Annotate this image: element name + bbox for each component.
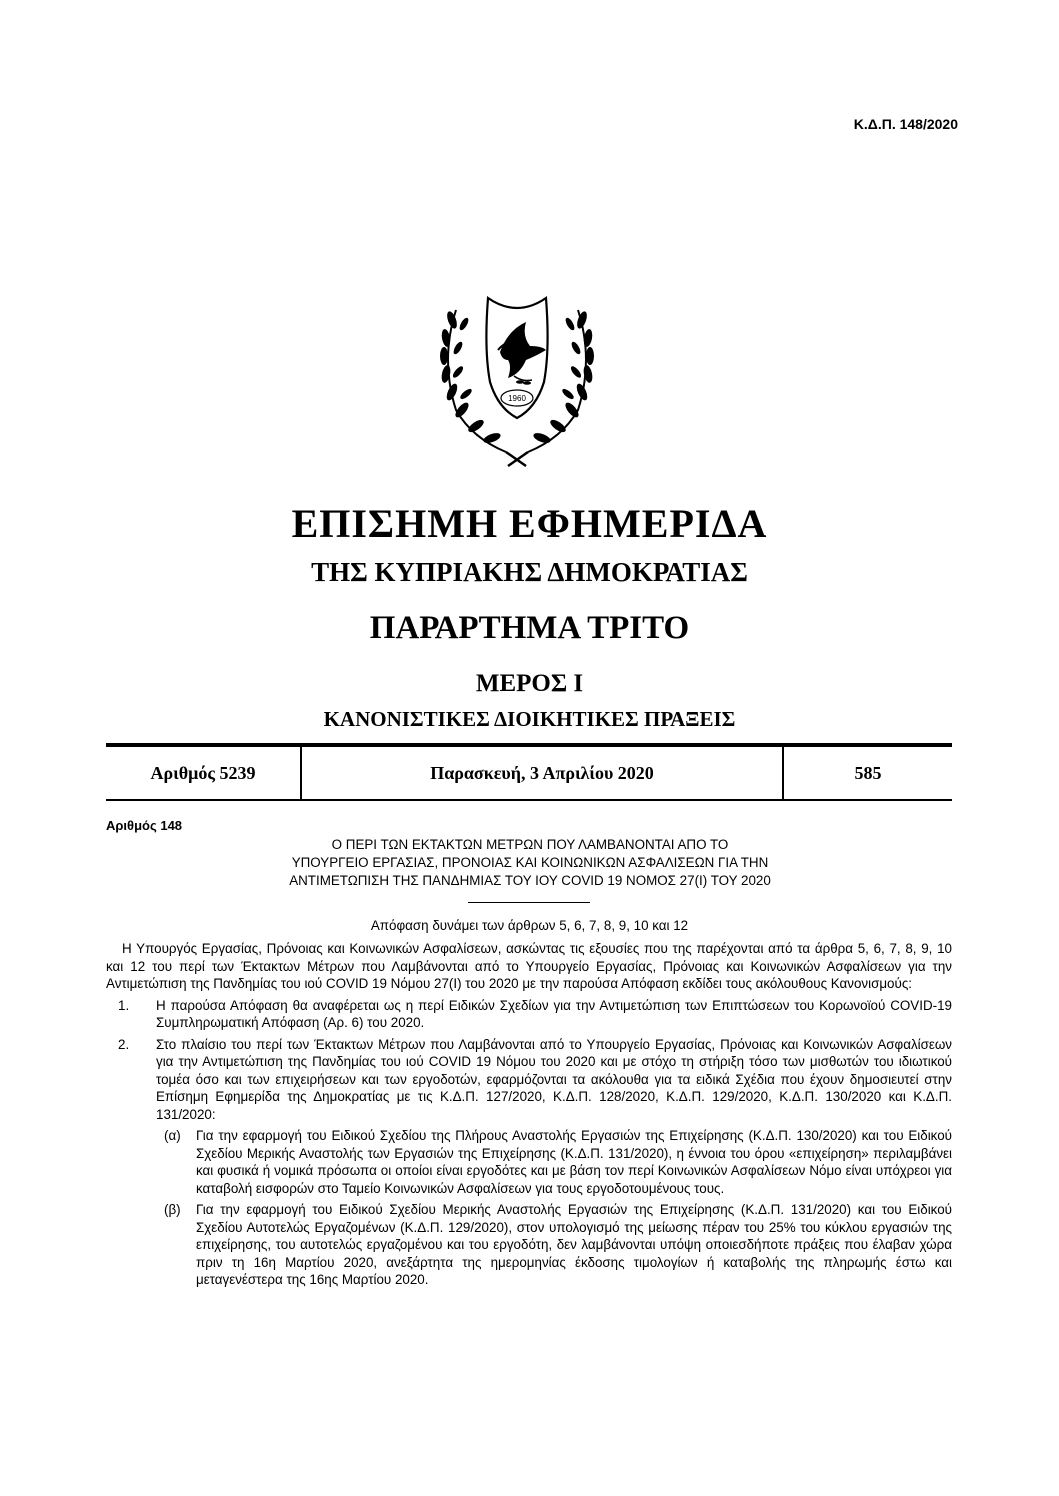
- page-number: 585: [854, 762, 882, 783]
- supplement-title: ΠΑΡΑΡΤΗΜΑ ΤΡΙΤΟ: [369, 610, 690, 646]
- act-number: Αριθμός 148: [106, 818, 183, 833]
- law-title-line: Ο ΠΕΡΙ ΤΩΝ ΕΚΤΑΚΤΩΝ ΜΕΤΡΩΝ ΠΟΥ ΛΑΜΒΑΝΟΝΤΑΙ ΑΠΟ ΤΟ: [331, 837, 729, 852]
- part-title: ΜΕΡΟΣ Ι: [475, 670, 584, 697]
- section-title: ΚΑΝΟΝΙΣΤΙΚΕΣ ΔΙΟΙΚΗΤΙΚΕΣ ΠΡΑΞΕΙΣ: [323, 707, 736, 731]
- sub-item: [156, 1127, 952, 1197]
- item-number: 1.: [118, 997, 130, 1013]
- sub-item-label: (β): [164, 1202, 181, 1217]
- title-divider: [468, 902, 590, 903]
- item-number: 2.: [118, 1036, 130, 1052]
- gazette-reference: Κ.Δ.Π. 148/2020: [853, 116, 958, 132]
- cyprus-coat-of-arms-icon: [426, 290, 608, 470]
- sub-item-label: (α): [164, 1128, 181, 1143]
- decision-heading: Απόφαση δυνάμει των άρθρων 5, 6, 7, 8, 9, 10 και 12: [370, 918, 689, 933]
- item-text: Η παρούσα Απόφαση θα αναφέρεται ως η περί Ειδικών Σχεδίων για την Αντιμετώπιση των Επιπτώσεων του Κορωνοϊού COVID-19 Συμπληρωματική Απόφαση (Αρ. 6) του 2020.: [156, 997, 952, 1030]
- sub-item: [156, 1201, 952, 1289]
- act-body: [106, 940, 952, 1289]
- issue-bar: [106, 743, 952, 801]
- preamble-paragraph: Η Υπουργός Εργασίας, Πρόνοιας και Κοινωνικών Ασφαλίσεων, ασκώντας τις εξουσίες που της παρέχονται από τα άρθρα 5, 6, 7, 8, 9, 10 και 12 του περί των Έκτακτων Μέτρων που Λαμβάνονται από το Υπουργείο Εργασίας, Πρόνοιας και Κοινωνικών Ασφαλίσεων για την Αντιμετώπιση της Πανδημίας του ιού COVID 19 Νόμου 27(Ι) του 2020 με την παρούσα Απόφαση εκδίδει τους ακόλουθους Κανονισμούς:: [106, 941, 952, 991]
- sub-item-text: Για την εφαρμογή του Ειδικού Σχεδίου της Πλήρους Αναστολής Εργασιών της Επιχείρησης (Κ.Δ.Π. 130/2020) και του Ειδικού Σχεδίου Μερικής Αναστολής των Εργασιών της Επιχείρησης (Κ.Δ.Π. 131/2020), η έννοια του όρου «επιχείρηση» περιλαμβάνει και φυσικά ή νομικά πρόσωπα οι οποίοι είναι εργοδότες και με βάση τον περί Κοινωνικών Ασφαλίσεων Νόμο είναι υπόχρεοι για καταβολή εισφορών στο Ταμείο Κοινωνικών Ασφαλίσεων για τους εργοδοτουμένους τους.: [196, 1128, 952, 1196]
- list-item: [106, 1036, 952, 1124]
- issue-date: Παρασκευή, 3 Απριλίου 2020: [302, 747, 784, 799]
- gazette-title: ΕΠΙΣΗΜΗ ΕΦΗΜΕΡΙΔΑ: [291, 501, 768, 546]
- law-title: [180, 836, 880, 890]
- emblem-year: 1960: [508, 394, 526, 403]
- law-title-line: ΑΝΤΙΜΕΤΩΠΙΣΗ ΤΗΣ ΠΑΝΔΗΜΙΑΣ ΤΟΥ ΙΟΥ COVID 19 ΝΟΜΟΣ 27(Ι) ΤΟΥ 2020: [289, 873, 771, 888]
- law-title-line: ΥΠΟΥΡΓΕΙΟ ΕΡΓΑΣΙΑΣ, ΠΡΟΝΟΙΑΣ ΚΑΙ ΚΟΙΝΩΝΙΚΩΝ ΑΣΦΑΛΙΣΕΩΝ ΓΙΑ ΤΗΝ: [291, 855, 769, 870]
- issue-number: Αριθμός 5239: [106, 747, 302, 799]
- gazette-subtitle: ΤΗΣ ΚΥΠΡΙΑΚΗΣ ΔΗΜΟΚΡΑΤΙΑΣ: [311, 557, 748, 587]
- item-text: Στο πλαίσιο του περί των Έκτακτων Μέτρων που Λαμβάνονται από το Υπουργείο Εργασίας, Πρόνοιας και Κοινωνικών Ασφαλίσεων για την Αντιμετώπιση της Πανδημίας του ιού COVID 19 Νόμου του 2020 και με στόχο τη στήριξη τόσο των μισθωτών του ιδιωτικού τομέα όσο και των επιχειρήσεων και των εργοδοτών, εφαρμόζονται τα ακόλουθα για τα ειδικά Σχέδια που έχουν δημοσιευτεί στην Επίσημη Εφημερίδα της Δημοκρατίας με τις Κ.Δ.Π. 127/2020, Κ.Δ.Π. 128/2020, Κ.Δ.Π. 129/2020, Κ.Δ.Π. 130/2020 και Κ.Δ.Π. 131/2020:: [156, 1036, 952, 1122]
- sub-item-text: Για την εφαρμογή του Ειδικού Σχεδίου Μερικής Αναστολής Εργασιών της Επιχείρησης (Κ.Δ.Π. 131/2020) και του Ειδικού Σχεδίου Αυτοτελώς Εργαζομένων (Κ.Δ.Π. 129/2020), στον υπολογισμό της μείωσης πέραν του 25% του κύκλου εργασιών της επιχείρησης, του αυτοτελώς εργαζομένου και του εργοδότη, δεν λαμβάνονται υπόψη οποιεσδήποτε πράξεις που έλαβαν χώρα πριν τη 16η Μαρτίου 2020, ανεξάρτητα της ημερομηνίας έκδοσης τιμολογίων ή καταβολής της πληρωμής έστω και μεταγενέστερα της 16ης Μαρτίου 2020.: [196, 1202, 952, 1287]
- list-item: [106, 997, 952, 1032]
